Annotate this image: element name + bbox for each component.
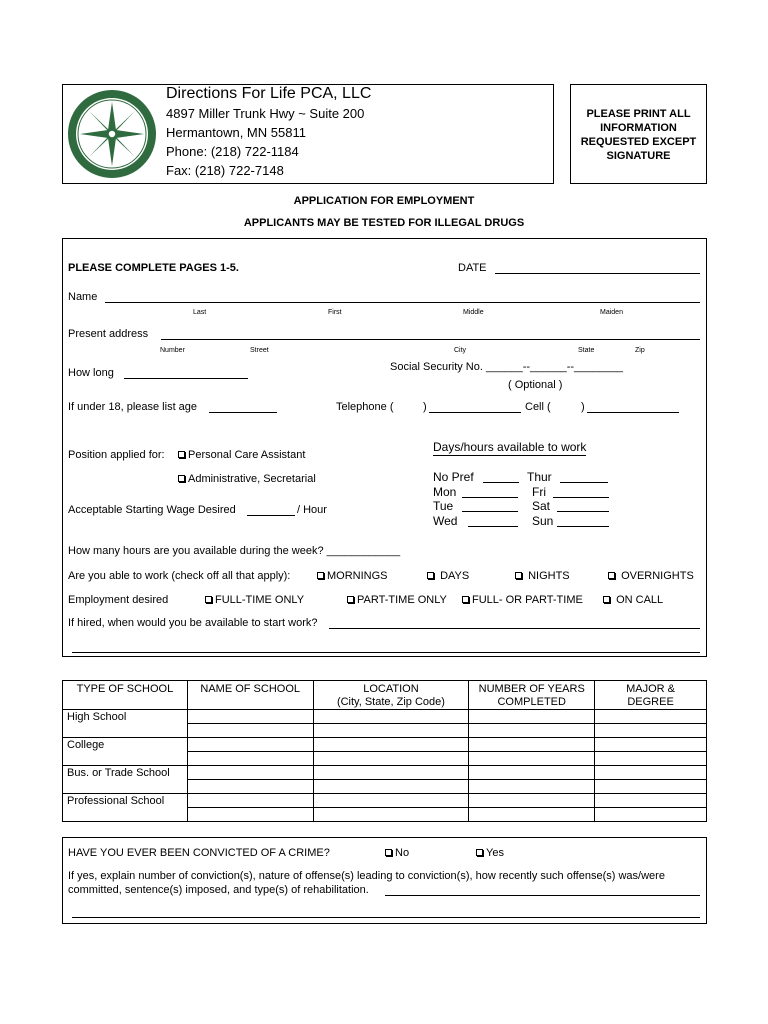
address-sub-zip: Zip [635,347,645,354]
wage-field[interactable] [247,515,295,516]
employment-label: Employment desired [68,594,169,606]
table-cell[interactable] [313,752,469,766]
header-years: NUMBER OF YEARS COMPLETED [469,681,595,710]
table-cell[interactable] [595,780,707,794]
parttime-checkbox[interactable] [347,596,354,603]
crime-yes-option[interactable]: Yes [476,847,504,859]
company-phone: Phone: (218) 722-1184 [166,144,299,159]
title-application: APPLICATION FOR EMPLOYMENT [293,195,475,207]
howlong-label: How long [68,367,114,379]
table-cell[interactable] [187,738,313,752]
day-wed-field[interactable] [468,526,518,527]
school-type-cell: High School [63,710,188,738]
address-sub-state: State [578,347,595,354]
howlong-field[interactable] [124,378,248,379]
date-field[interactable] [495,273,700,274]
table-cell[interactable] [469,724,595,738]
cell-label: Cell ( [525,401,551,413]
notice-box [570,84,707,184]
table-cell[interactable] [313,808,469,822]
school-type-cell: Professional School [63,794,188,822]
hours-question[interactable]: How many hours are you available during the week? ____________ [68,545,401,557]
shift-nights[interactable]: NIGHTS [515,570,570,582]
header-major: MAJOR & DEGREE [595,681,707,710]
day-tue: Tue [433,499,454,513]
address-sub-number: Number [160,347,185,354]
address-field[interactable] [161,339,700,340]
address-sub-street: Street [250,347,269,354]
mornings-checkbox[interactable] [317,572,324,579]
employment-parttime[interactable]: PART-TIME ONLY [347,594,447,606]
company-logo [66,88,158,180]
employment-oncall[interactable]: ON CALL [603,594,663,606]
table-cell[interactable] [187,724,313,738]
table-cell[interactable] [469,794,595,808]
table-cell[interactable] [595,808,707,822]
table-cell[interactable] [187,752,313,766]
title-drug-testing: APPLICANTS MAY BE TESTED FOR ILLEGAL DRUGS [243,217,525,229]
company-fax: Fax: (218) 722-7148 [166,163,284,178]
day-fri: Fri [532,485,546,499]
day-tue-field[interactable] [462,511,518,512]
date-label: DATE [458,262,487,274]
crime-no-checkbox[interactable] [385,849,392,856]
table-row [63,738,707,752]
shift-overnights[interactable]: OVERNIGHTS [608,570,694,582]
table-cell[interactable] [187,808,313,822]
header-box [62,84,554,184]
table-cell[interactable] [313,780,469,794]
name-field[interactable] [105,302,700,303]
address-sub-city: City [454,347,467,354]
crime-explain-line1: If yes, explain number of conviction(s), nature of offense(s) leading to conviction(s), how recently such offense(s) was/were [68,870,665,882]
table-cell[interactable] [595,752,707,766]
table-cell[interactable] [187,766,313,780]
cell-close: ) [581,401,585,413]
notice-line2: INFORMATION [600,122,677,134]
day-wed: Wed [433,514,458,528]
day-sat: Sat [532,499,551,513]
name-sub-last: Last [193,309,207,316]
table-row [63,766,707,780]
pca-checkbox[interactable] [178,451,185,458]
name-sub-middle: Middle [463,309,484,316]
admin-label: Administrative, Secretarial [188,473,316,485]
crime-yes-checkbox[interactable] [476,849,483,856]
crime-no-option[interactable]: No [385,847,409,859]
position-label: Position applied for: [68,449,165,461]
table-cell[interactable] [469,752,595,766]
header-type-of-school: TYPE OF SCHOOL [63,681,188,710]
table-cell[interactable] [313,794,469,808]
day-nopref: No Pref [433,470,474,484]
table-cell[interactable] [595,794,707,808]
name-sub-maiden: Maiden [600,309,623,316]
start-field-line2[interactable] [72,652,700,653]
address-label: Present address [68,328,149,340]
crime-explain-field-line2[interactable] [72,917,700,918]
day-thur-field[interactable] [560,482,608,483]
table-cell[interactable] [313,710,469,724]
day-mon: Mon [433,485,457,499]
table-cell[interactable] [595,724,707,738]
main-form-box [62,238,707,657]
table-cell[interactable] [313,766,469,780]
admin-checkbox[interactable] [178,475,185,482]
table-cell[interactable] [595,710,707,724]
day-sat-field[interactable] [557,511,609,512]
header-location: LOCATION (City, State, Zip Code) [313,681,469,710]
employment-either[interactable]: FULL- OR PART-TIME [462,594,583,606]
name-label: Name [68,291,98,303]
table-cell[interactable] [187,794,313,808]
table-cell[interactable] [469,780,595,794]
school-type-cell: College [63,738,188,766]
start-question: If hired, when would you be available to start work? [68,617,318,629]
start-field[interactable] [329,628,700,629]
under18-label: If under 18, please list age [68,401,198,413]
day-sun-field[interactable] [557,526,609,527]
overnights-checkbox[interactable] [608,572,615,579]
crime-box [62,837,707,924]
company-name: Directions For Life PCA, LLC [166,85,372,102]
table-row [63,794,707,808]
notice-line3: REQUESTED EXCEPT [580,136,697,148]
crime-explain-field[interactable] [385,895,700,896]
notice-line1: PLEASE PRINT ALL [586,108,691,120]
table-cell[interactable] [469,710,595,724]
age-field[interactable] [209,412,277,413]
table-cell[interactable] [469,766,595,780]
pca-label: Personal Care Assistant [188,449,306,461]
day-fri-field[interactable] [553,497,609,498]
oncall-checkbox[interactable] [603,596,610,603]
table-cell[interactable] [313,738,469,752]
position-opt-pca[interactable] [178,449,305,461]
table-cell[interactable] [187,780,313,794]
company-address1: 4897 Miller Trunk Hwy ~ Suite 200 [166,106,365,121]
wage-label: Acceptable Starting Wage Desired [68,504,236,516]
table-cell[interactable] [469,808,595,822]
ssn-label[interactable]: Social Security No. ______--______--________ [390,361,623,373]
telephone-close: ) [423,401,427,413]
ssn-optional: ( Optional ) [508,379,563,391]
name-sub-first: First [328,309,342,316]
cell-field[interactable] [587,412,679,413]
position-opt-admin[interactable] [178,473,316,485]
employment-fulltime[interactable]: FULL-TIME ONLY [205,594,304,606]
crime-explain-line2: committed, sentence(s) imposed, and type(s) of rehabilitation. [68,884,369,896]
company-address2: Hermantown, MN 55811 [166,125,306,140]
able-question: Are you able to work (check off all that apply): [68,570,291,582]
shift-days[interactable]: DAYS [427,570,469,582]
table-cell[interactable] [187,710,313,724]
header-name-of-school: NAME OF SCHOOL [187,681,313,710]
fulltime-checkbox[interactable] [205,596,212,603]
school-type-cell: Bus. or Trade School [63,766,188,794]
day-sun: Sun [532,514,554,528]
table-row [63,710,707,724]
nights-checkbox[interactable] [515,572,522,579]
telephone-field[interactable] [429,412,521,413]
day-nopref-field[interactable] [483,482,519,483]
table-cell[interactable] [595,766,707,780]
education-header-row [63,681,707,710]
education-table [62,680,707,822]
days-header: Days/hours available to work [433,440,587,454]
table-cell[interactable] [469,738,595,752]
notice-line4: SIGNATURE [606,150,671,162]
table-cell[interactable] [595,738,707,752]
day-thur: Thur [527,470,552,484]
days-checkbox[interactable] [427,572,434,579]
table-cell[interactable] [313,724,469,738]
complete-pages-note: PLEASE COMPLETE PAGES 1-5. [68,262,239,274]
either-checkbox[interactable] [462,596,469,603]
telephone-label: Telephone ( [336,401,394,413]
crime-question: HAVE YOU EVER BEEN CONVICTED OF A CRIME? [68,847,330,859]
shift-mornings[interactable]: MORNINGS [317,570,388,582]
wage-unit: / Hour [297,504,327,516]
day-mon-field[interactable] [462,497,518,498]
